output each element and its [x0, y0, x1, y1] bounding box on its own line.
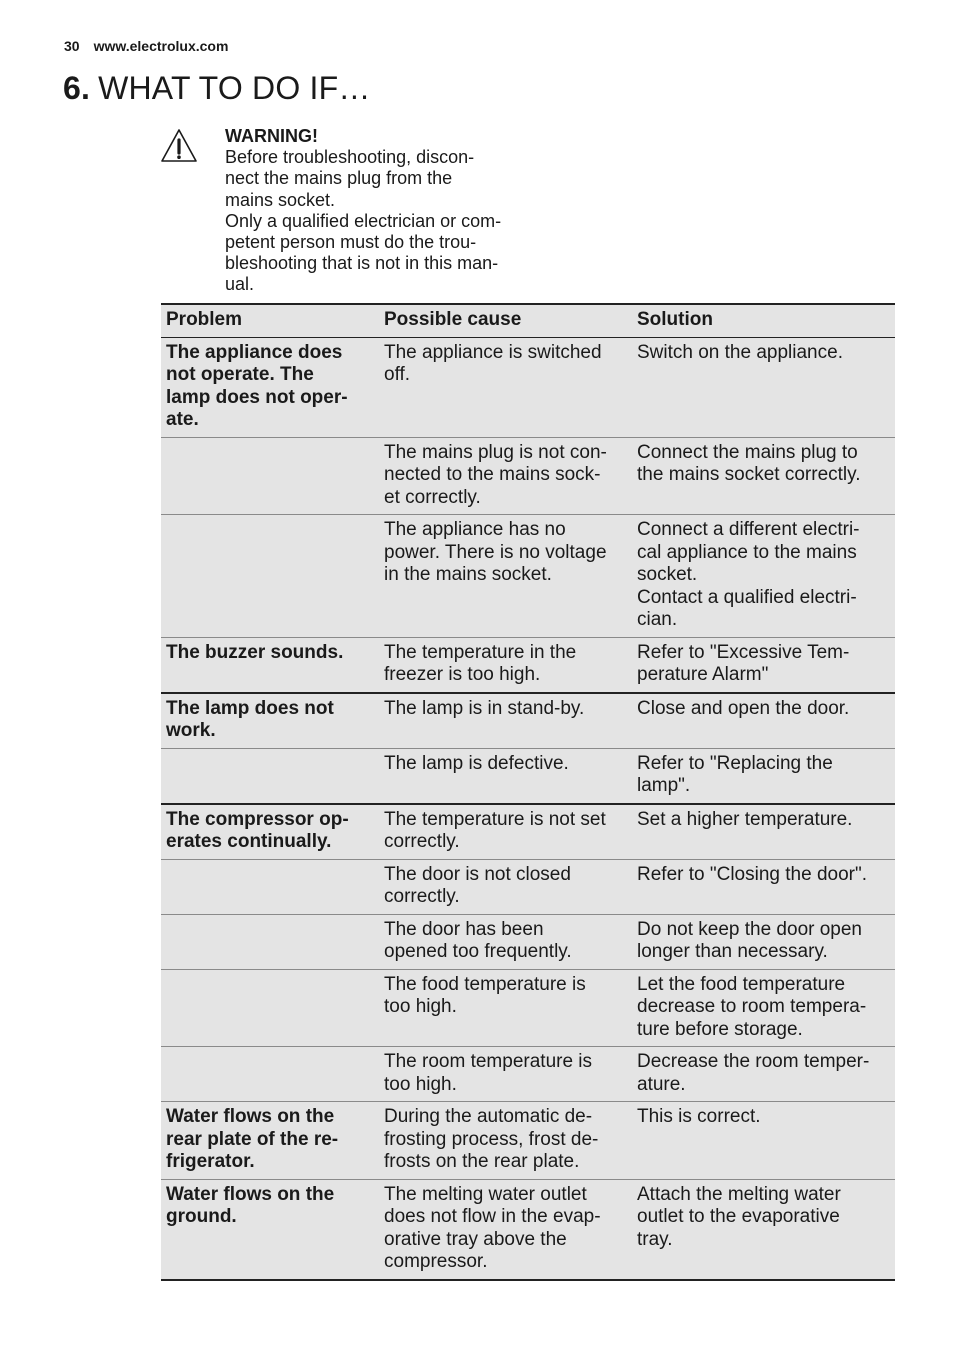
solution-cell-line: decrease to room tempera-: [637, 996, 867, 1017]
solution-cell: [632, 1047, 895, 1102]
cause-cell-line: too high.: [384, 996, 457, 1017]
table-row: [161, 1047, 895, 1102]
section-number: 6.: [63, 70, 91, 106]
cause-cell-line: frosting process, frost de-: [384, 1128, 599, 1150]
solution-cell-line: the mains socket correctly.: [637, 464, 861, 485]
cause-cell: [379, 437, 632, 515]
problem-cell: [161, 337, 379, 437]
troubleshooting-table: [161, 303, 895, 1281]
problem-cell: [161, 804, 379, 860]
warning-text-line: nect the mains plug from the: [225, 168, 453, 189]
solution-cell-line: Do not keep the door open: [637, 918, 863, 940]
solution-cell: [632, 1179, 895, 1280]
warning-text-line: petent person must do the trou-: [225, 232, 477, 253]
table-row: [161, 859, 895, 914]
solution-cell-line: Let the food temperature: [637, 973, 846, 995]
problem-cell-line: The appliance does: [166, 341, 343, 363]
cause-cell-line: The mains plug is not con-: [384, 441, 607, 463]
table-row: [161, 1179, 895, 1280]
cause-cell-line: The food temperature is: [384, 973, 586, 995]
solution-cell: [632, 748, 895, 804]
problem-cell: [161, 515, 379, 638]
table-header-row: [161, 304, 895, 337]
solution-cell-line: ture before storage.: [637, 1018, 803, 1040]
problem-cell: [161, 748, 379, 804]
solution-cell-line: tray.: [637, 1228, 673, 1250]
problem-cell: [161, 1179, 379, 1280]
solution-cell: [632, 337, 895, 437]
cause-cell-line: The appliance is switched: [384, 341, 602, 363]
cause-cell: [379, 1102, 632, 1180]
solution-cell-line: cian.: [637, 609, 678, 630]
problem-cell-line: The buzzer sounds.: [166, 641, 344, 663]
cause-cell-line: The door is not closed: [384, 863, 571, 885]
warning-body: [225, 147, 525, 295]
table-row: [161, 337, 895, 437]
cause-cell-line: The temperature in the: [384, 641, 577, 663]
solution-cell-line: socket.: [637, 564, 698, 585]
warning-block: [225, 126, 525, 296]
cause-cell: [379, 748, 632, 804]
cause-cell: [379, 804, 632, 860]
problem-cell-line: not operate. The: [166, 364, 314, 385]
table-row: [161, 969, 895, 1047]
problem-cell-line: frigerator.: [166, 1151, 255, 1172]
solution-cell-line: Connect a different electri-: [637, 519, 860, 540]
warning-text-line: bleshooting that is not in this man-: [225, 253, 499, 274]
problem-cell: [161, 969, 379, 1047]
cause-cell-line: The door has been: [384, 918, 544, 940]
cause-cell-line: freezer is too high.: [384, 664, 541, 685]
table-row: [161, 437, 895, 515]
solution-cell: [632, 637, 895, 693]
warning-text-line: ual.: [225, 274, 255, 295]
cause-cell-line: in the mains socket.: [384, 564, 552, 585]
cause-cell: [379, 1047, 632, 1102]
solution-cell: [632, 859, 895, 914]
cause-cell-line: power. There is no voltage: [384, 541, 607, 563]
table-row: [161, 637, 895, 693]
problem-cell: [161, 859, 379, 914]
problem-cell-line: The lamp does not: [166, 697, 334, 719]
solution-cell-line: Set a higher temperature.: [637, 808, 853, 830]
problem-cell-line: ground.: [166, 1206, 237, 1227]
problem-cell: [161, 1047, 379, 1102]
problem-cell-line: erates continually.: [166, 831, 332, 852]
cause-cell-line: nected to the mains sock-: [384, 464, 601, 485]
cause-cell: [379, 337, 632, 437]
solution-cell-line: ature.: [637, 1073, 686, 1095]
problem-cell-line: The compressor op-: [166, 808, 349, 830]
cause-cell-line: The lamp is defective.: [384, 752, 569, 774]
cause-cell-line: orative tray above the: [384, 1228, 567, 1250]
solution-cell-line: This is correct.: [637, 1106, 761, 1127]
website-url[interactable]: www.electrolux.com: [93, 38, 229, 54]
cause-cell-line: opened too frequently.: [384, 941, 572, 962]
solution-cell-line: perature Alarm": [637, 664, 769, 685]
solution-cell: [632, 804, 895, 860]
table-row: [161, 914, 895, 969]
cause-cell-line: et correctly.: [384, 486, 481, 508]
section-title-text: WHAT TO DO IF…: [98, 70, 371, 106]
cause-cell-line: During the automatic de-: [384, 1106, 593, 1127]
cause-cell: [379, 1179, 632, 1280]
cause-cell: [379, 515, 632, 638]
solution-cell: [632, 969, 895, 1047]
cause-cell-line: The lamp is in stand-by.: [384, 697, 585, 719]
solution-cell-line: Connect the mains plug to: [637, 441, 858, 463]
warning-triangle-icon: [159, 127, 199, 165]
cause-cell-line: does not flow in the evap-: [384, 1206, 601, 1227]
cause-cell: [379, 693, 632, 749]
problem-cell: [161, 1102, 379, 1180]
solution-cell-line: Refer to "Excessive Tem-: [637, 641, 850, 663]
solution-cell-line: Attach the melting water: [637, 1183, 841, 1205]
solution-cell-line: Switch on the appliance.: [637, 341, 843, 363]
cause-cell-line: The room temperature is: [384, 1051, 593, 1072]
cause-cell-line: too high.: [384, 1073, 457, 1095]
header-problem: Problem: [161, 304, 379, 337]
cause-cell-line: frosts on the rear plate.: [384, 1151, 580, 1172]
problem-cell: [161, 914, 379, 969]
table-row: [161, 693, 895, 749]
solution-cell-line: Decrease the room temper-: [637, 1051, 870, 1072]
solution-cell-line: Contact a qualified electri-: [637, 586, 857, 608]
warning-text-line: mains socket.: [225, 189, 336, 210]
solution-cell-line: Close and open the door.: [637, 697, 850, 719]
cause-cell: [379, 637, 632, 693]
cause-cell: [379, 859, 632, 914]
table-row: [161, 1102, 895, 1180]
solution-cell-line: cal appliance to the mains: [637, 541, 857, 563]
problem-cell-line: work.: [166, 720, 216, 741]
cause-cell-line: compressor.: [384, 1251, 488, 1272]
problem-cell-line: Water flows on the: [166, 1106, 335, 1127]
cause-cell-line: The melting water outlet: [384, 1183, 587, 1205]
problem-cell-line: Water flows on the: [166, 1183, 335, 1205]
cause-cell-line: off.: [384, 364, 411, 385]
warning-text-line: Before troubleshooting, discon-: [225, 147, 475, 168]
problem-cell-line: ate.: [166, 409, 199, 430]
problem-cell-line: rear plate of the re-: [166, 1128, 339, 1150]
header-possible-cause: Possible cause: [379, 304, 632, 337]
section-title: [63, 68, 371, 108]
cause-cell-line: The appliance has no: [384, 519, 566, 540]
table-row: [161, 748, 895, 804]
solution-cell: [632, 437, 895, 515]
cause-cell-line: correctly.: [384, 831, 460, 852]
problem-cell-line: lamp does not oper-: [166, 386, 348, 408]
solution-cell: [632, 515, 895, 638]
cause-cell: [379, 914, 632, 969]
problem-cell: [161, 437, 379, 515]
page-number: 30: [64, 38, 80, 54]
solution-cell-line: lamp".: [637, 775, 691, 796]
solution-cell-line: Refer to "Closing the door".: [637, 863, 867, 885]
solution-cell-line: longer than necessary.: [637, 941, 828, 962]
solution-cell: [632, 693, 895, 749]
cause-cell: [379, 969, 632, 1047]
solution-cell-line: outlet to the evaporative: [637, 1206, 840, 1227]
problem-cell: [161, 693, 379, 749]
warning-title: WARNING!: [225, 126, 318, 146]
solution-cell-line: Refer to "Replacing the: [637, 752, 833, 774]
page-header: [64, 38, 228, 54]
table-row: [161, 515, 895, 638]
cause-cell-line: correctly.: [384, 886, 460, 907]
table-body: [161, 337, 895, 1280]
header-solution: Solution: [632, 304, 895, 337]
warning-text-line: Only a qualified electrician or com-: [225, 210, 502, 231]
problem-cell: [161, 637, 379, 693]
solution-cell: [632, 914, 895, 969]
solution-cell: [632, 1102, 895, 1180]
cause-cell-line: The temperature is not set: [384, 808, 606, 830]
table-row: [161, 804, 895, 860]
